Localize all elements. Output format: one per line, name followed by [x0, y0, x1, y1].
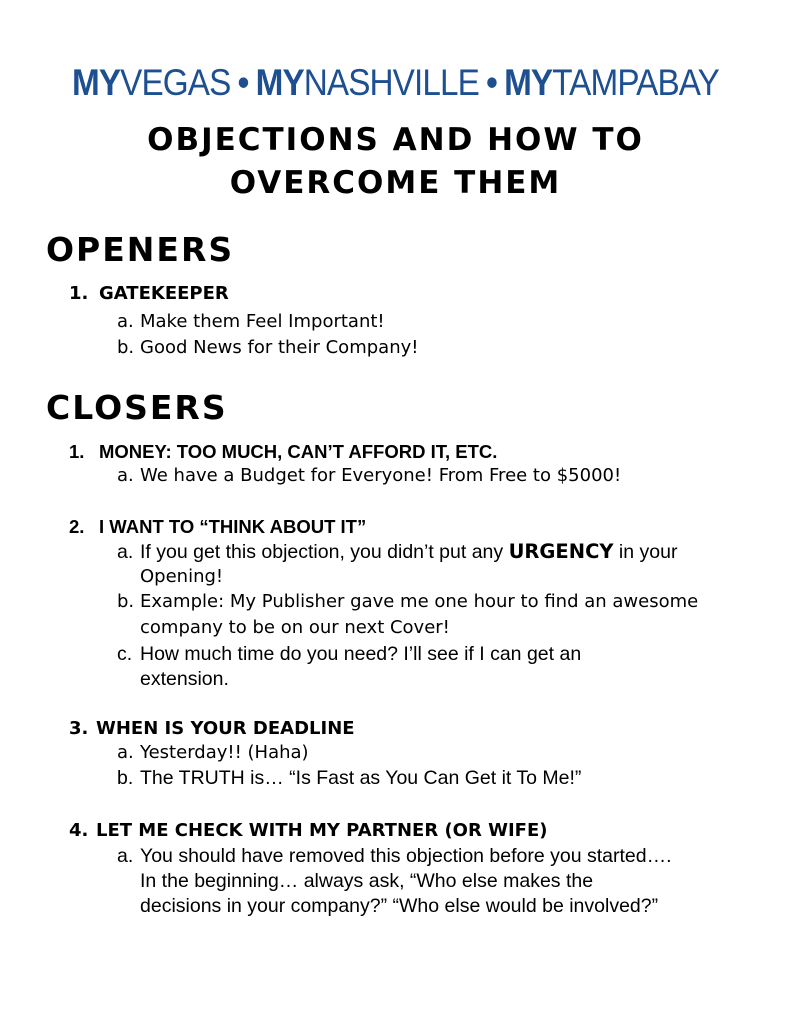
brand-logo [40, 62, 752, 104]
urgency-emphasis: URGENCY [508, 540, 614, 563]
closer-2-sub-c-cont: extension. [140, 668, 229, 690]
item-label: I WANT TO “THINK ABOUT IT” [99, 516, 367, 537]
item-number: 2. [69, 516, 85, 537]
item-label: WHEN IS YOUR DEADLINE [96, 718, 355, 739]
section-heading-openers: OPENERS [46, 230, 235, 269]
closer-2-sub-c: c. How much time do you need? I’ll see if I can get an [117, 643, 582, 665]
closer-3-sub-a: a. Yesterday!! (Haha) [117, 742, 309, 763]
item-number: 3. [69, 718, 89, 739]
opener-item-1 [69, 283, 229, 304]
brand-nashville: NASHVILLE [303, 62, 479, 103]
closer-1-sub-a: a. We have a Budget for Everyone! From Free to $5000! [117, 465, 622, 486]
brand-my-1: MY [72, 62, 121, 103]
item-label: GATEKEEPER [99, 283, 229, 304]
item-number: 4. [69, 820, 89, 841]
item-label: LET ME CHECK WITH MY PARTNER (OR WIFE) [96, 820, 548, 841]
closer-2-sub-b-cont: company to be on our next Cover! [140, 617, 450, 638]
section-heading-closers: CLOSERS [46, 388, 228, 427]
closer-item-4 [69, 820, 547, 841]
closer-2-sub-a-cont: Opening! [140, 566, 224, 587]
item-number: 1. [69, 283, 89, 304]
brand-my-2: MY [255, 62, 304, 103]
closer-4-sub-a: a. You should have removed this objection before you started…. [117, 845, 672, 867]
opener-1-sub-b: b. Good News for their Company! [117, 337, 419, 358]
brand-vegas: VEGAS [120, 62, 231, 103]
brand-tampabay: TAMPABAY [552, 62, 719, 103]
page-title-line-2: OVERCOME THEM [229, 165, 562, 201]
brand-my-3: MY [504, 62, 553, 103]
page-title-line-1: OBJECTIONS AND HOW TO [147, 122, 644, 158]
closer-2-sub-a: a. If you get this objection, you didn’t put any URGENCY in your [117, 540, 678, 563]
closer-4-sub-a-cont-2: decisions in your company?” “Who else would be involved?” [140, 895, 659, 917]
closer-item-3 [69, 718, 355, 739]
item-number: 1. [69, 441, 85, 462]
closer-item-1 [69, 441, 497, 463]
item-label: MONEY: TOO MUCH, CAN’T AFFORD IT, ETC. [99, 441, 498, 462]
closer-4-sub-a-cont-1: In the beginning… always ask, “Who else makes the [140, 870, 594, 892]
closer-2-sub-b: b. Example: My Publisher gave me one hour to find an awesome [117, 591, 699, 612]
brand-separator-2: • [486, 62, 497, 103]
closer-3-sub-b: b. The TRUTH is… “Is Fast as You Can Get it To Me!” [117, 767, 582, 789]
closer-item-2 [69, 516, 366, 538]
brand-separator-1: • [237, 62, 249, 103]
opener-1-sub-a: a. Make them Feel Important! [117, 311, 385, 332]
